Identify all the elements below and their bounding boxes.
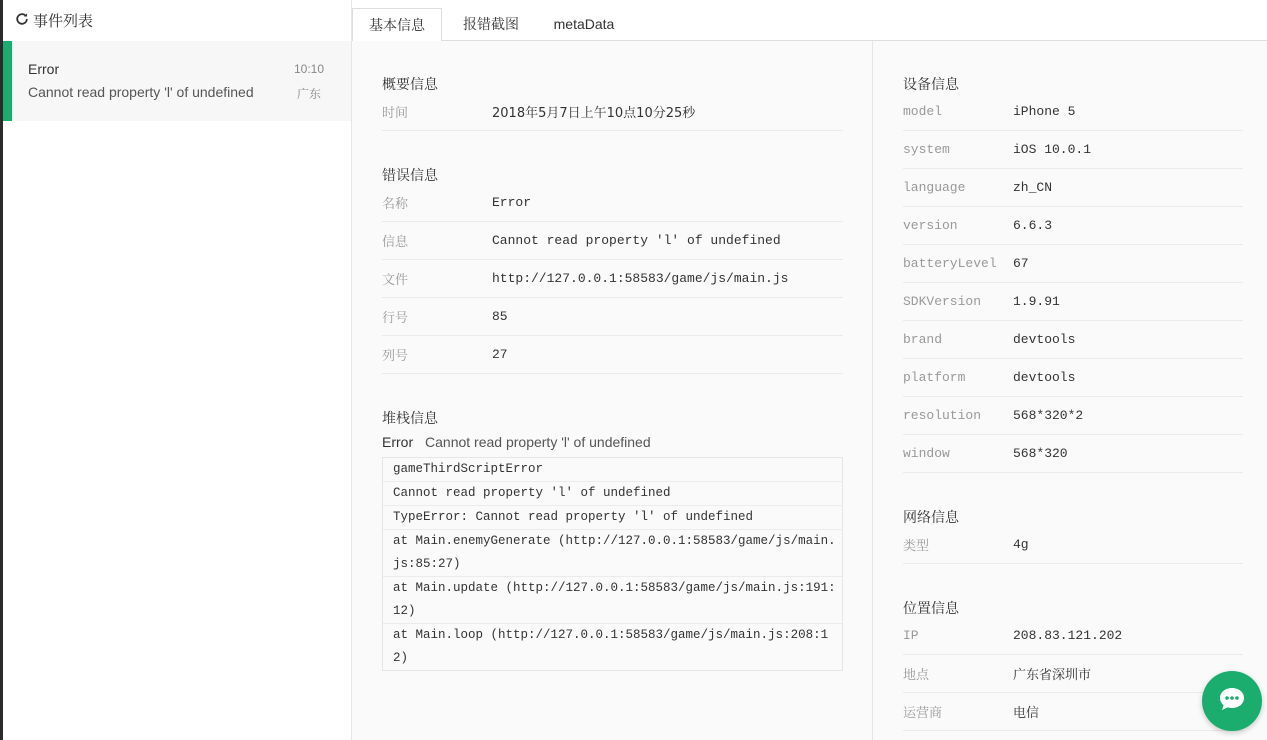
refresh-icon[interactable] — [15, 12, 29, 29]
kv-key: batteryLevel — [903, 256, 997, 271]
error-row-name — [382, 184, 843, 222]
location-row-ip — [903, 617, 1243, 655]
error-row-line — [382, 298, 843, 336]
basic-info-pane — [352, 41, 873, 740]
stack-error-name: Error — [382, 434, 414, 450]
stack-line: Cannot read property 'l' of undefined — [383, 482, 842, 506]
event-time: 10:10 — [293, 62, 324, 76]
kv-key: 列号 — [382, 348, 409, 363]
kv-key: platform — [903, 370, 966, 385]
kv-value: Cannot read property 'l' of undefined — [492, 233, 781, 248]
location-row-carrier — [903, 693, 1243, 731]
kv-value: iPhone 5 — [1013, 104, 1076, 119]
stack-line: gameThirdScriptError — [383, 458, 842, 482]
kv-key: 文件 — [382, 272, 409, 287]
kv-value: zh_CN — [1013, 180, 1053, 195]
event-sidebar — [0, 0, 352, 740]
sidebar-title: 事件列表 — [33, 12, 94, 30]
location-title: 位置信息 — [903, 600, 959, 616]
kv-key: 名称 — [382, 196, 409, 211]
stack-line: TypeError: Cannot read property 'l' of undefined — [383, 506, 842, 530]
tab-bar — [352, 0, 1267, 41]
device-row-language — [903, 169, 1243, 207]
tab-metadata[interactable]: metaData — [553, 16, 615, 32]
kv-key: language — [903, 180, 966, 195]
kv-value: 1.9.91 — [1013, 294, 1060, 309]
event-region: 广东 — [296, 87, 321, 101]
kv-key: IP — [903, 628, 919, 643]
stack-title: 堆栈信息 — [382, 410, 438, 426]
kv-key: brand — [903, 332, 943, 347]
device-row-brand — [903, 321, 1243, 359]
error-info-title: 错误信息 — [382, 167, 438, 183]
device-row-batterylevel — [903, 245, 1243, 283]
summary-row-time — [382, 93, 843, 131]
tab-error-screenshot[interactable]: 报错截图 — [463, 16, 519, 32]
stack-line: at Main.update (http://127.0.0.1:58583/game/js/main.js:191:12) — [383, 577, 842, 624]
location-row-place — [903, 655, 1243, 693]
event-message: Cannot read property 'l' of undefined — [28, 84, 254, 100]
kv-key: 地点 — [903, 667, 930, 682]
error-row-message — [382, 222, 843, 260]
stack-trace — [382, 457, 843, 671]
kv-value: 6.6.3 — [1013, 218, 1053, 233]
kv-key: window — [903, 446, 950, 461]
kv-value: devtools — [1013, 370, 1076, 385]
stack-error-message: Cannot read property 'l' of undefined — [425, 434, 651, 450]
summary-title: 概要信息 — [382, 76, 438, 92]
device-row-model — [903, 93, 1243, 131]
kv-key: system — [903, 142, 950, 157]
error-row-file — [382, 260, 843, 298]
kv-key: 时间 — [382, 105, 409, 120]
kv-value: 85 — [492, 309, 508, 324]
kv-value: 568*320*2 — [1013, 408, 1084, 423]
kv-value: 27 — [492, 347, 508, 362]
kv-key: 类型 — [903, 538, 930, 553]
event-name: Error — [28, 61, 60, 77]
device-row-platform — [903, 359, 1243, 397]
kv-key: 运营商 — [903, 705, 943, 720]
event-selected-indicator — [3, 41, 12, 121]
kv-value: 67 — [1013, 256, 1029, 271]
kv-value: 2018年5月7日上午10点10分25秒 — [492, 106, 696, 121]
chat-bubble-icon — [1218, 686, 1246, 717]
kv-value: 4g — [1013, 537, 1029, 552]
kv-value: 电信 — [1013, 706, 1040, 721]
network-title: 网络信息 — [903, 509, 959, 525]
device-row-sdkversion — [903, 283, 1243, 321]
kv-key: version — [903, 218, 958, 233]
kv-key: resolution — [903, 408, 982, 423]
stack-error-summary — [382, 434, 651, 450]
event-list-item[interactable] — [3, 41, 351, 121]
device-row-window — [903, 435, 1243, 473]
kv-value: iOS 10.0.1 — [1013, 142, 1092, 157]
kv-value: http://127.0.0.1:58583/game/js/main.js — [492, 271, 789, 286]
error-row-column — [382, 336, 843, 374]
device-row-system — [903, 131, 1243, 169]
kv-key: 信息 — [382, 234, 409, 249]
kv-value: 568*320 — [1013, 446, 1068, 461]
kv-key: SDKVersion — [903, 294, 982, 309]
device-title: 设备信息 — [903, 76, 959, 92]
kv-value: 208.83.121.202 — [1013, 628, 1123, 643]
kv-value: 广东省深圳市 — [1013, 668, 1092, 683]
stack-line: at Main.loop (http://127.0.0.1:58583/game/js/main.js:208:12) — [393, 628, 829, 665]
kv-value: devtools — [1013, 332, 1076, 347]
sidebar-header[interactable] — [3, 0, 351, 40]
network-row-type — [903, 526, 1243, 564]
stack-line: at Main.enemyGenerate (http://127.0.0.1:58583/game/js/main.js:85:27) — [383, 530, 842, 577]
kv-key: 行号 — [382, 310, 409, 325]
chat-button[interactable] — [1202, 671, 1262, 731]
kv-key: model — [903, 104, 943, 119]
device-row-version — [903, 207, 1243, 245]
device-info-pane — [873, 41, 1267, 740]
tab-basic-info[interactable]: 基本信息 — [352, 8, 442, 42]
device-row-resolution — [903, 397, 1243, 435]
kv-value: Error — [492, 195, 532, 210]
